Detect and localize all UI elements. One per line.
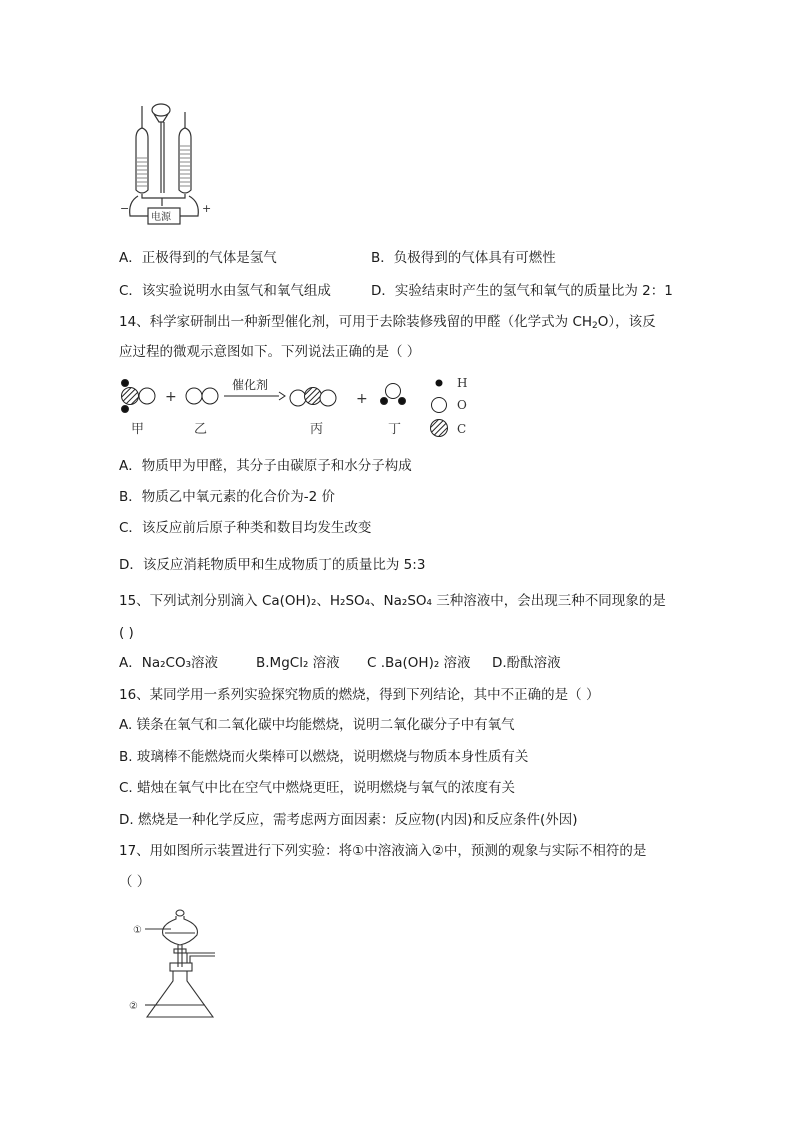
legend-o: O (457, 398, 467, 412)
molecule-yi (186, 388, 218, 404)
q16-option-a: A. 镁条在氧气和二氧化碳中均能燃烧，说明二氧化碳分子中有氧气 (119, 717, 515, 733)
q15-stem-line-1: 15、下列试剂分别滴入 Ca(OH)₂、H₂SO₄、Na₂SO₄ 三种溶液中，会出现三种不同现象的是 (119, 593, 666, 609)
q13-option-c: C．该实验说明水由氢气和氧气组成 (119, 283, 331, 299)
q14-option-d: D．该反应消耗物质甲和生成物质丁的质量比为 5:3 (119, 557, 426, 573)
q15-option-c: C .Ba(OH)₂ 溶液 (367, 655, 471, 671)
q16-option-b: B. 玻璃棒不能燃烧而火柴棒可以燃烧，说明燃烧与物质本身性质有关 (119, 749, 529, 765)
q16-option-c: C. 蜡烛在氧气中比在空气中燃烧更旺，说明燃烧与氧气的浓度有关 (119, 780, 516, 796)
q15-option-d: D.酚酞溶液 (492, 655, 561, 671)
label-ding: 丁 (388, 422, 402, 437)
electrolysis-apparatus-figure (118, 98, 213, 233)
plus-sign-1: + (165, 389, 177, 405)
q13-option-a: A．正极得到的气体是氢气 (119, 250, 277, 266)
funnel-flask-apparatus-figure (125, 905, 235, 1025)
q15-option-a: A．Na₂CO₃溶液 (119, 655, 218, 671)
q14-option-b: B．物质乙中氧元素的化合价为-2 价 (119, 489, 336, 505)
q14-option-a: A．物质甲为甲醛，其分子由碳原子和水分子构成 (119, 458, 412, 474)
q14-stem-line-2: 应过程的微观示意图如下。下列说法正确的是（ ） (119, 344, 421, 360)
q16-option-d: D. 燃烧是一种化学反应，需考虑两方面因素：反应物(内因)和反应条件(外因) (119, 812, 578, 828)
q14-stem-line-1: 14、科学家研制出一种新型催化剂，可用于去除装修残留的甲醛（化学式为 $CH_2O$），该反 (119, 314, 656, 331)
marker-1: ① (133, 925, 142, 936)
q13-option-b: B．负极得到的气体具有可燃性 (371, 250, 556, 266)
legend-c: C (457, 422, 467, 436)
q15-stem-line-2: ( ) (119, 625, 134, 641)
reaction-microscopic-diagram (112, 372, 482, 440)
svg-text:−: − (120, 202, 130, 215)
molecule-bing (290, 388, 336, 407)
q17-stem-line-2: （ ） (119, 874, 151, 890)
label-jia: 甲 (131, 422, 145, 437)
legend-h: H (457, 376, 468, 390)
plus-sign-2: + (356, 391, 368, 407)
q13-option-d: D．实验结束时产生的氢气和氧气的质量比为 2：1 (371, 283, 673, 299)
molecule-jia (122, 380, 156, 413)
marker-2: ② (129, 1001, 138, 1012)
molecule-ding (381, 384, 406, 405)
q16-stem: 16、某同学用一系列实验探究物质的燃烧，得到下列结论，其中不正确的是（ ） (119, 687, 600, 703)
q15-option-b: B.MgCl₂ 溶液 (256, 655, 340, 671)
q14-option-c: C．该反应前后原子种类和数目均发生改变 (119, 520, 372, 536)
power-source-label: 电源 (151, 212, 171, 223)
label-yi: 乙 (194, 422, 208, 437)
catalyst-label: 催化剂 (232, 378, 269, 392)
label-bing: 丙 (310, 422, 324, 437)
q17-stem-line-1: 17、用如图所示装置进行下列实验：将①中溶液滴入②中，预测的观象与实际不相符的是 (119, 843, 647, 859)
svg-text:+: + (202, 202, 212, 215)
